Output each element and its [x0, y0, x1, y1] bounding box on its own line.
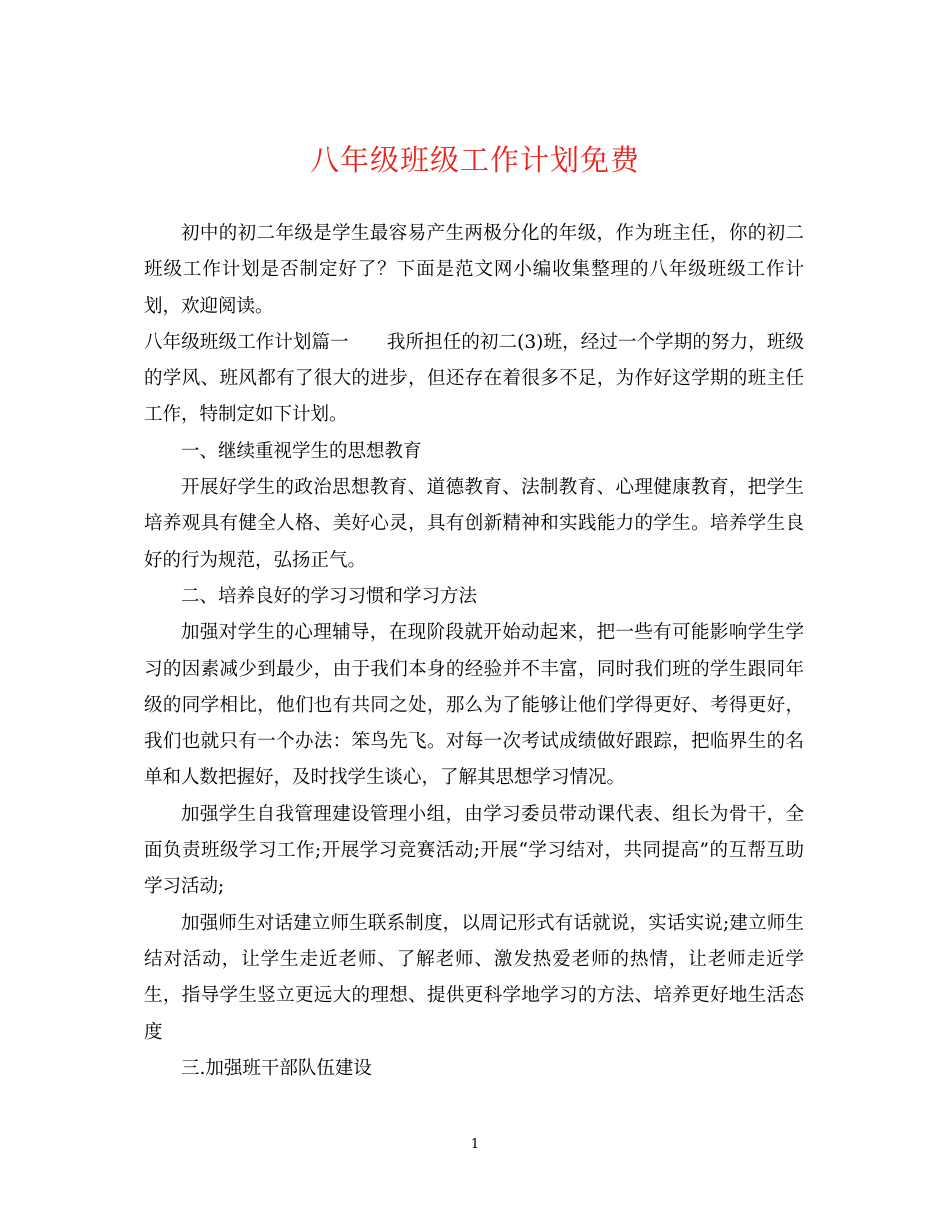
section-label: 八年级班级工作计划篇一 [144, 331, 349, 353]
page-number: 1 [470, 1137, 480, 1152]
intro-paragraph: 初中的初二年级是学生最容易产生两极分化的年级，作为班主任，你的初二班级工作计划是否制定好了？下面是范文网小编收集整理的八年级班级工作计划，欢迎阅读。 [144, 223, 804, 317]
heading-two: 二、培养良好的学习习惯和学习方法 [181, 585, 478, 607]
body-paragraph: 加强学生自我管理建设管理小组，由学习委员带动课代表、组长为骨干，全面负责班级学习工作;开展学习竞赛活动;开展“学习结对，共同提高”的互帮互助学习活动; [144, 803, 804, 898]
document-body [144, 216, 804, 1087]
document-title: 八年级班级工作计划免费 [309, 143, 640, 177]
section-paragraph [144, 325, 804, 434]
heading-three: 三.加强班干部队伍建设 [181, 1057, 372, 1079]
body-paragraph: 加强对学生的心理辅导，在现阶段就开始动起来，把一些有可能影响学生学习的因素减少到最少，由于我们本身的经验并不丰富，同时我们班的学生跟同年级的同学相比，他们也有共同之处，那么为了能够让他们学得更好、考得更好，我们也就只有一个办法：笨鸟先飞。对每一次考试成绩做好跟踪，把临界生的名单和人数把握好，及时找学生谈心，了解其思想学习情况。 [144, 622, 804, 789]
heading-one: 一、继续重视学生的思想教育 [181, 440, 422, 462]
body-paragraph: 加强师生对话建立师生联系制度，以周记形式有话就说，实话实说;建立师生结对活动，让学生走近老师、了解老师、激发热爱老师的热情，让老师走近学生，指导学生竖立更远大的理想、提供更科学地学习的方法、培养更好地生活态度 [144, 912, 804, 1043]
section-text: 我所担任的初二(3)班，经过一个学期的努力，班级的学风、班风都有了很大的进步，但还存在着很多不足，为作好这学期的班主任工作，特制定如下计划。 [144, 331, 804, 426]
body-paragraph: 开展好学生的政治思想教育、道德教育、法制教育、心理健康教育，把学生培养观具有健全人格、美好心灵，具有创新精神和实践能力的学生。培养学生良好的行为规范，弘扬正气。 [144, 477, 804, 571]
